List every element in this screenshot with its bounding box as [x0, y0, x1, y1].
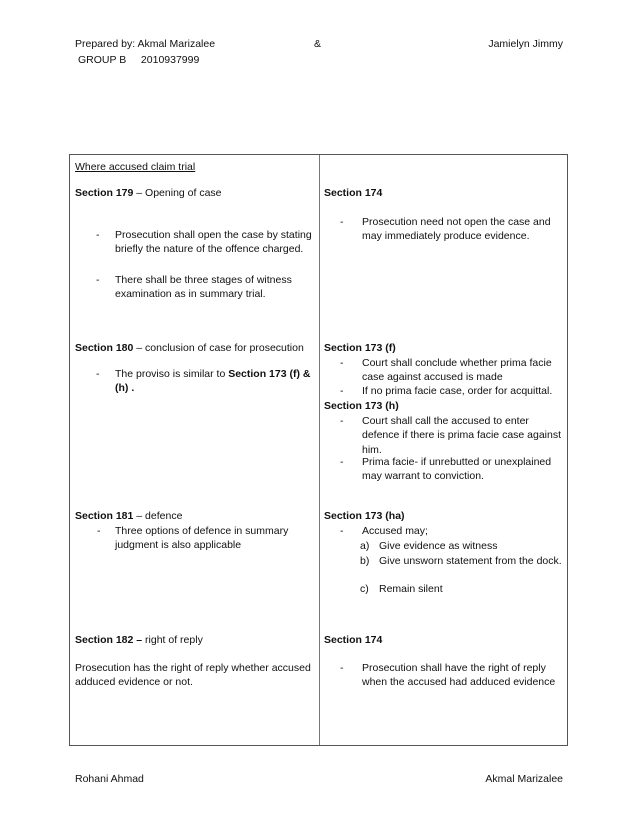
section-179-label: Section 179: [75, 187, 134, 199]
list-marker: a): [360, 540, 370, 552]
bullet: -: [97, 525, 101, 537]
section-173h-item-2: [324, 455, 564, 484]
section-173f-item-1: [324, 356, 564, 385]
prepared-by: Prepared by: Akmal Marizalee: [75, 38, 216, 50]
section-182-desc: right of reply: [142, 634, 203, 646]
list-item: Remain silent: [379, 583, 443, 595]
section-173h-heading: [324, 399, 564, 413]
left-title: [75, 160, 313, 174]
section-182-heading: [75, 633, 313, 647]
section-ref: Section 173 (f) & (h) .: [115, 368, 311, 395]
group-line: [78, 53, 199, 67]
section-181-item: [75, 524, 313, 553]
list-item: Three options of defence in summary judgment is also applicable: [115, 525, 289, 552]
section-180-heading: [75, 341, 313, 355]
section-174b-heading: [324, 633, 564, 647]
section-173ha-sub-c: [324, 582, 564, 596]
section-174-item: [324, 215, 564, 244]
student-id: 2010937999: [140, 54, 200, 66]
section-173ha-sub-b: [324, 554, 564, 568]
list-item: If no prima facie case, order for acquittal.: [362, 385, 553, 397]
page-header: [75, 37, 563, 51]
section-181-heading: [75, 509, 313, 523]
comparison-table: [69, 154, 568, 746]
section-173f-label: Section 173 (f): [324, 342, 396, 354]
section-180-item: [75, 367, 313, 396]
footer-right: Akmal Marizalee: [485, 773, 563, 785]
list-item: Prosecution need not open the case and may immediately produce evidence.: [362, 216, 551, 243]
section-179-item-2: [75, 273, 313, 302]
section-174-label: Section 174: [324, 187, 383, 199]
list-item: Accused may;: [362, 525, 428, 537]
section-179-heading: [75, 186, 313, 200]
bullet: -: [340, 456, 344, 468]
paragraph: Prosecution has the right of reply whether accused adduced evidence or not.: [75, 662, 311, 689]
bullet: -: [96, 274, 100, 286]
list-item: The proviso is similar to: [115, 368, 229, 380]
column-divider: [319, 155, 320, 745]
list-item: Court shall conclude whether prima facie case against accused is made: [362, 357, 552, 384]
section-180-label: Section 180: [75, 342, 134, 354]
bullet: -: [340, 357, 344, 369]
bullet: -: [96, 229, 100, 241]
section-173ha-label: Section 173 (ha): [324, 510, 405, 522]
list-item: Prima facie- if unrebutted or unexplained may warrant to conviction.: [362, 456, 552, 483]
section-180-desc: – conclusion of case for prosecution: [133, 342, 304, 354]
section-182-text: [75, 661, 313, 690]
section-174-heading: [324, 186, 564, 200]
bullet: -: [340, 385, 344, 397]
bullet: -: [340, 662, 344, 674]
bullet: -: [96, 368, 100, 380]
bullet: -: [340, 415, 344, 427]
section-174-label: Section 174: [324, 634, 383, 646]
ampersand: &: [314, 38, 322, 50]
section-173h-item-1: [324, 414, 564, 457]
section-173ha-sub-a: [324, 539, 564, 553]
list-marker: c): [360, 583, 369, 595]
section-173f-heading: [324, 341, 564, 355]
section-179-item-1: [75, 228, 313, 257]
section-179-desc: – Opening of case: [133, 187, 222, 199]
page-footer: [75, 772, 563, 786]
list-item: Give unsworn statement from the dock.: [379, 555, 562, 567]
second-author: Jamielyn Jimmy: [488, 38, 563, 50]
group-label: GROUP B: [78, 54, 127, 66]
list-item: There shall be three stages of witness examination as in summary trial.: [115, 274, 292, 301]
bullet: -: [340, 216, 344, 228]
list-item: Prosecution shall have the right of reply when the accused had adduced evidence: [362, 662, 556, 689]
list-item: Court shall call the accused to enter defence if there is prima facie case against him.: [362, 415, 562, 456]
bullet: -: [340, 525, 344, 537]
section-174b-item: [324, 661, 564, 690]
section-173f-item-2: [324, 384, 564, 398]
list-item: Give evidence as witness: [379, 540, 498, 552]
list-marker: b): [360, 555, 370, 567]
list-item: Prosecution shall open the case by stating briefly the nature of the offence charged.: [115, 229, 312, 256]
section-173ha-item: [324, 524, 564, 538]
section-182-label: Section 182 –: [75, 634, 143, 646]
footer-left: Rohani Ahmad: [75, 773, 144, 785]
section-173ha-heading: [324, 509, 564, 523]
table-title: Where accused claim trial: [75, 161, 196, 173]
section-181-label: Section 181: [75, 510, 134, 522]
section-173h-label: Section 173 (h): [324, 400, 399, 412]
section-181-desc: – defence: [133, 510, 183, 522]
